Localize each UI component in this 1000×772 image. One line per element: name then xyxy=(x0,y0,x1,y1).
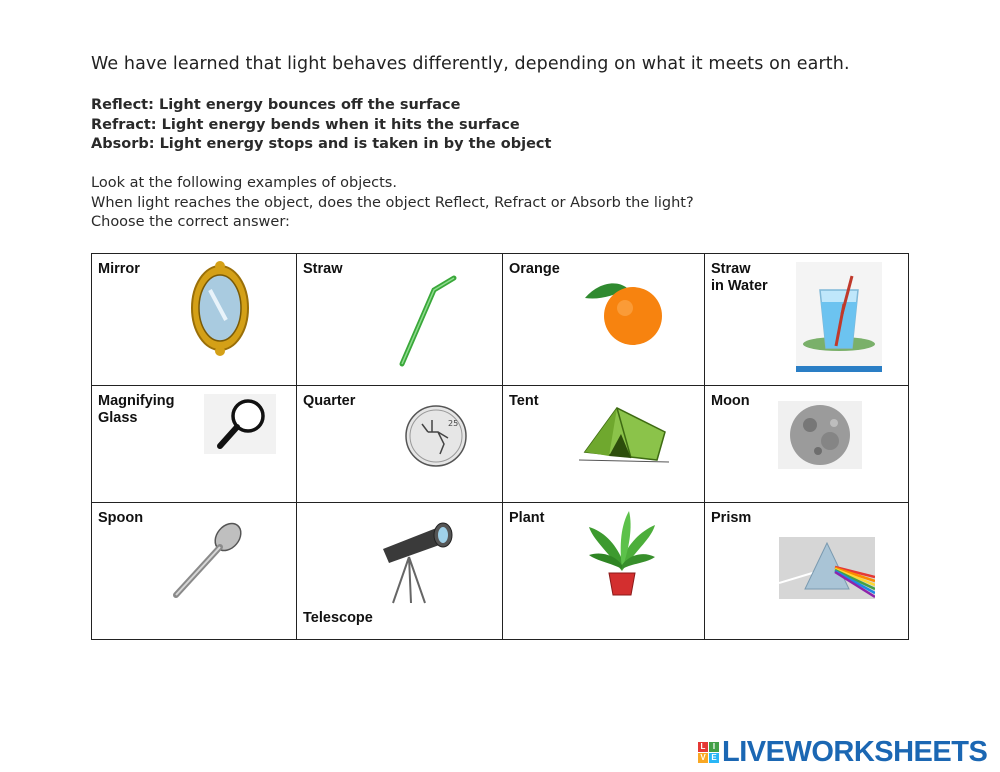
svg-text:25: 25 xyxy=(448,419,459,428)
moon-icon xyxy=(778,401,862,469)
intro-text: We have learned that light behaves differently, depending on what it meets on earth. xyxy=(91,54,850,74)
orange-icon xyxy=(581,272,671,346)
definition-reflect: Reflect: Light energy bounces off the surface xyxy=(91,97,461,113)
cell-prism[interactable] xyxy=(704,502,909,640)
straw-icon xyxy=(392,272,462,370)
definition-absorb: Absorb: Light energy stops and is taken in by the object xyxy=(91,136,552,152)
liveworksheets-logo[interactable] xyxy=(698,737,987,767)
magnifying-glass-icon xyxy=(204,394,276,454)
label-straw: Straw xyxy=(303,261,343,277)
cell-plant[interactable] xyxy=(502,502,705,640)
definition-refract: Refract: Light energy bends when it hits the surface xyxy=(91,116,520,133)
label-mirror: Mirror xyxy=(98,261,140,277)
cell-moon[interactable] xyxy=(704,385,909,503)
telescope-icon xyxy=(379,511,459,605)
prism-icon xyxy=(779,537,875,599)
tent-icon xyxy=(579,404,669,466)
instruction-line-1: Look at the following examples of objects. xyxy=(91,175,397,191)
label-spoon: Spoon xyxy=(98,510,144,526)
definitions xyxy=(91,96,551,155)
coin-icon xyxy=(404,404,468,468)
instructions xyxy=(91,174,694,233)
label-tent: Tent xyxy=(509,393,539,409)
label-orange: Orange xyxy=(509,261,560,277)
logo-text: LIVEWORKSHEETS xyxy=(722,735,988,768)
spoon-icon xyxy=(170,521,246,601)
label-straw-in-water: Straw in Water xyxy=(711,261,768,294)
cell-mirror[interactable] xyxy=(91,253,297,386)
instruction-line-3: Choose the correct answer: xyxy=(91,214,290,230)
mirror-icon xyxy=(188,260,252,356)
cell-magnifying-glass[interactable] xyxy=(91,385,297,503)
label-magnifying-glass: Magnifying Glass xyxy=(98,393,175,426)
cell-straw-in-water[interactable] xyxy=(704,253,909,386)
cell-spoon[interactable] xyxy=(91,502,297,640)
plant-icon xyxy=(585,509,659,599)
water-glass-icon xyxy=(796,262,882,372)
label-moon: Moon xyxy=(711,393,750,409)
cell-telescope[interactable] xyxy=(296,502,503,640)
cell-orange[interactable] xyxy=(502,253,705,386)
cell-tent[interactable] xyxy=(502,385,705,503)
label-telescope: Telescope xyxy=(303,610,373,626)
label-quarter: Quarter xyxy=(303,393,356,409)
cell-straw[interactable] xyxy=(296,253,503,386)
label-plant: Plant xyxy=(509,510,545,526)
instruction-line-2: When light reaches the object, does the object Reflect, Refract or Absorb the light? xyxy=(91,194,694,211)
label-prism: Prism xyxy=(711,510,752,526)
logo-blocks-icon: L I V E xyxy=(698,742,719,763)
objects-table xyxy=(91,253,909,640)
cell-quarter[interactable] xyxy=(296,385,503,503)
